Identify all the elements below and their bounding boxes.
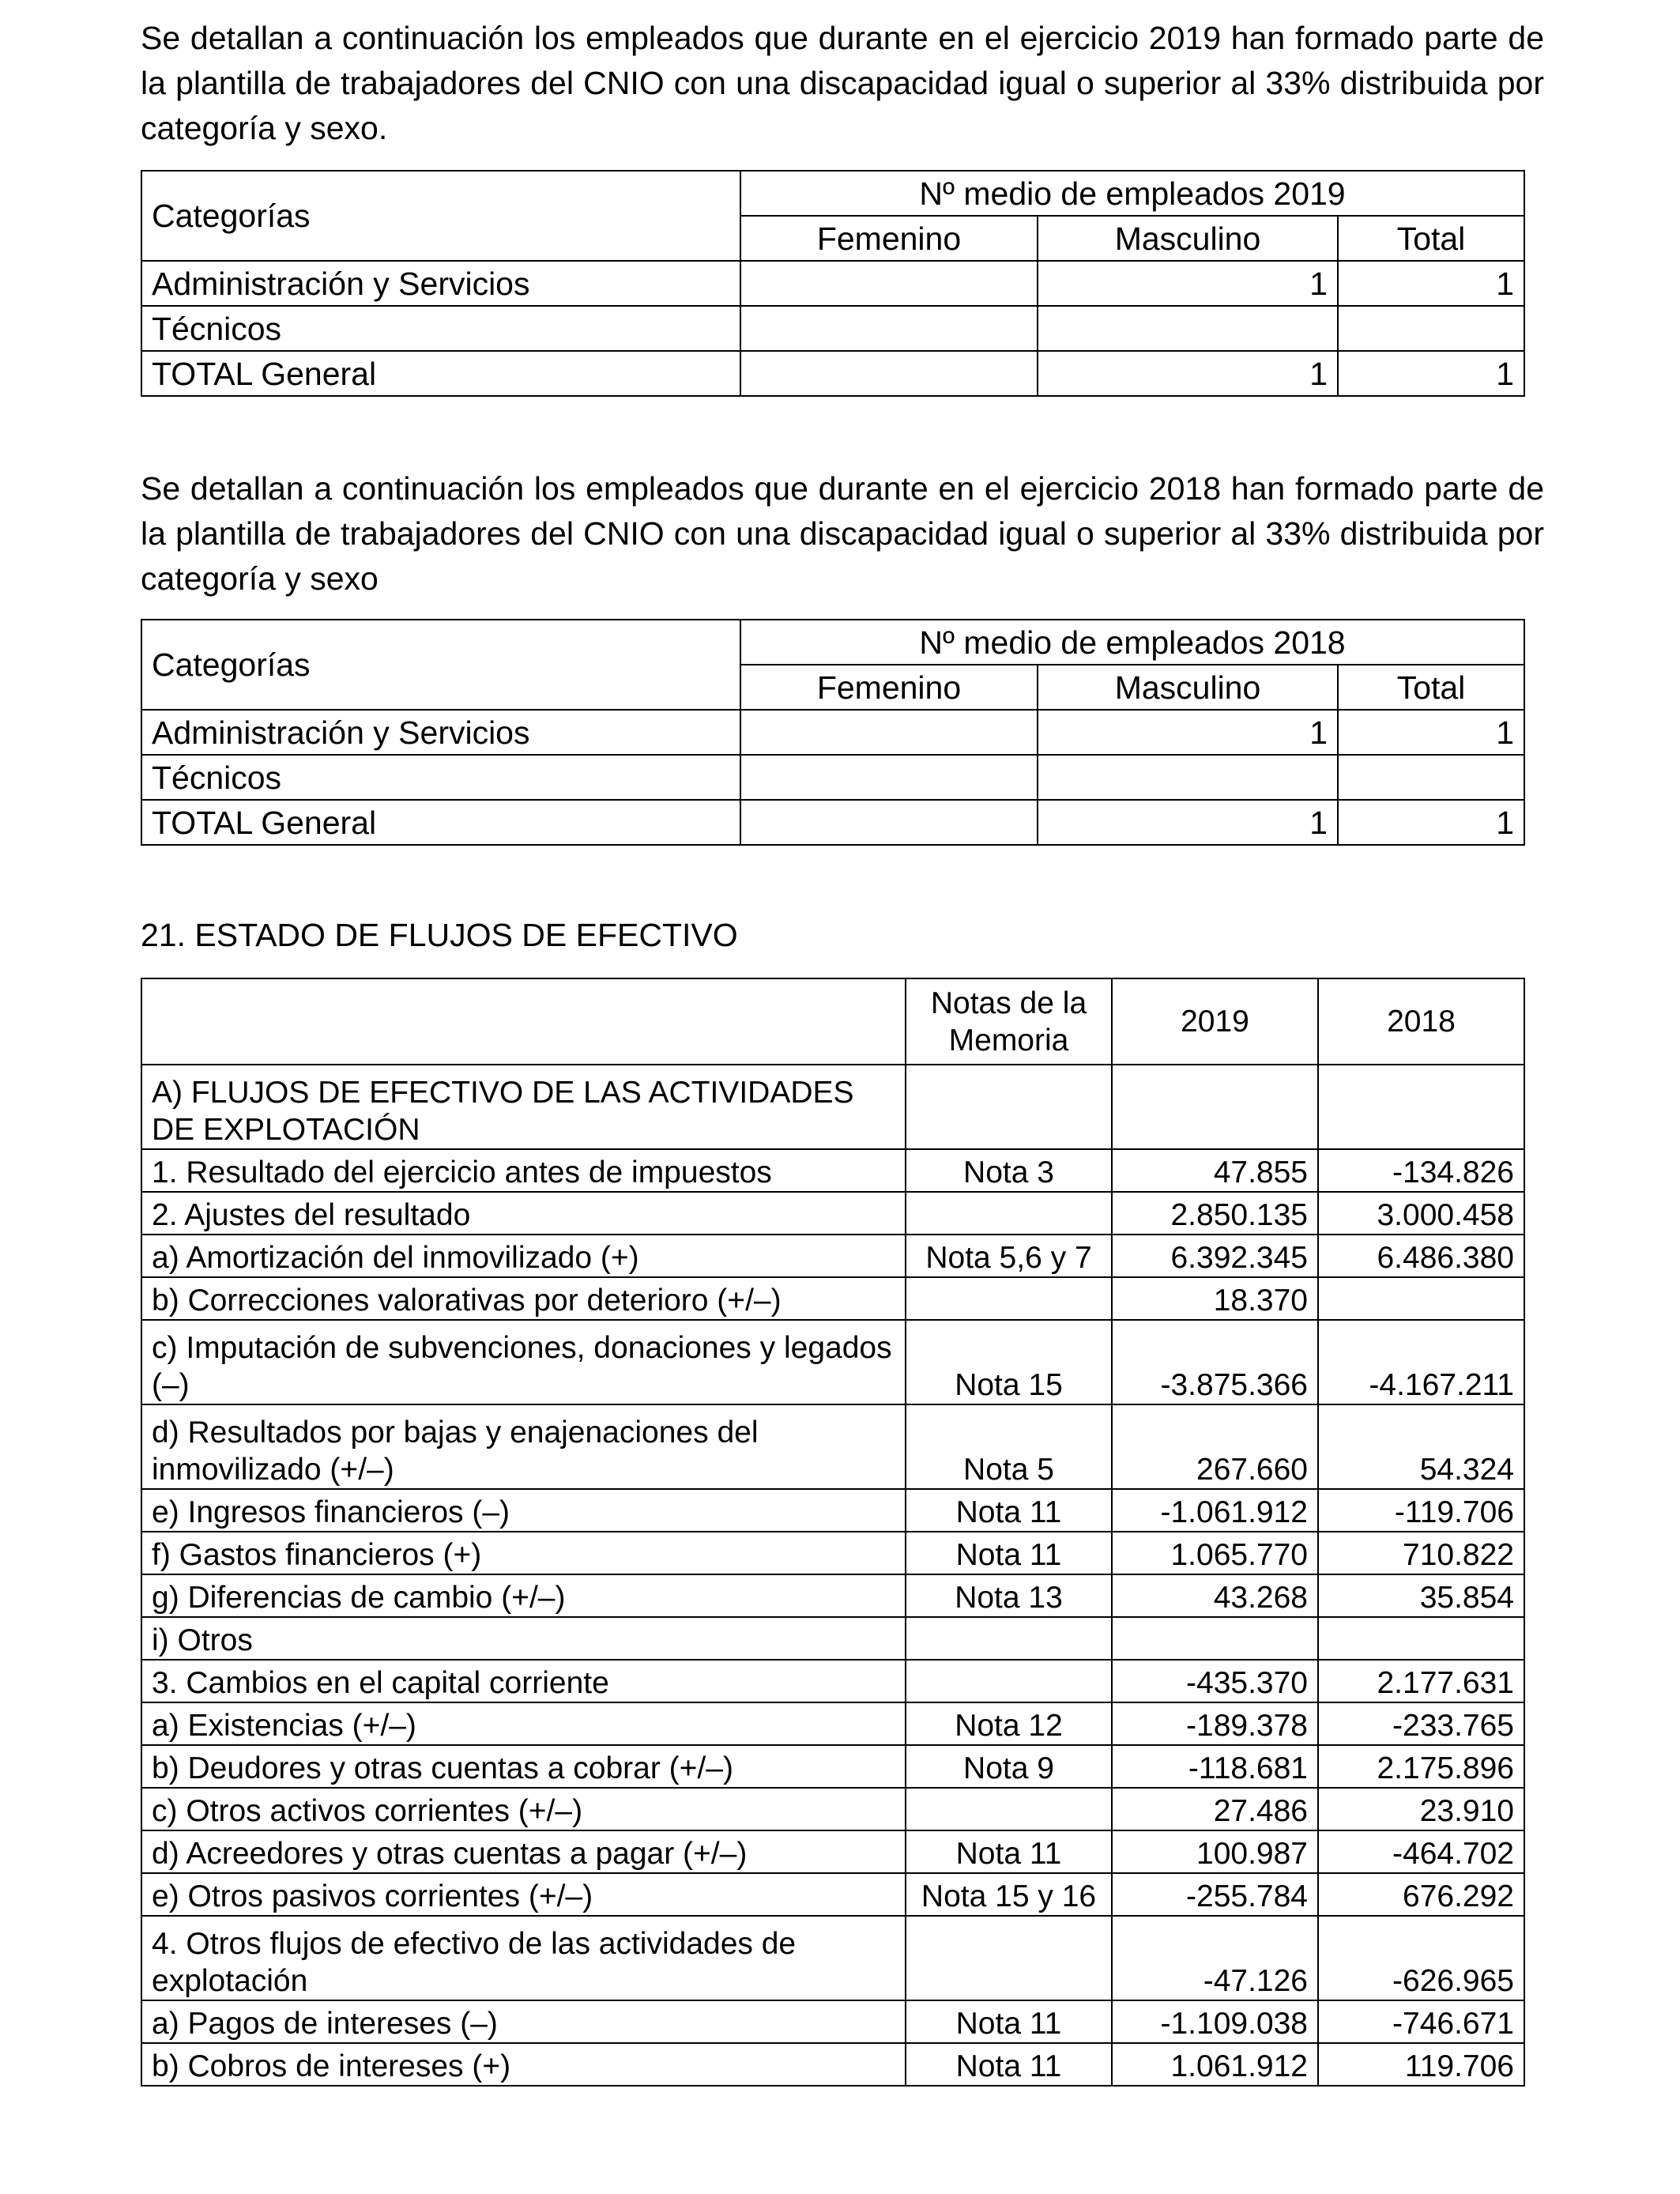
table-row <box>141 800 1524 845</box>
concept-cell: d) Resultados por bajas y enajenaciones del inmovilizado (+/–) <box>141 1404 906 1489</box>
table-row <box>141 306 1524 351</box>
male-cell: 1 <box>1038 800 1338 845</box>
group-header: Nº medio de empleados 2019 <box>740 171 1524 216</box>
note-cell: Nota 13 <box>906 1574 1112 1617</box>
concept-cell: a) Amortización del inmovilizado (+) <box>141 1235 906 1277</box>
category-cell: Técnicos <box>141 306 740 351</box>
concept-header <box>141 978 906 1065</box>
male-header: Masculino <box>1038 665 1338 710</box>
concept-cell: e) Ingresos financieros (–) <box>141 1489 906 1532</box>
table-row <box>141 1404 1524 1489</box>
table-row <box>141 1916 1524 2000</box>
concept-cell: 2. Ajustes del resultado <box>141 1192 906 1235</box>
value-2018-cell: -119.706 <box>1318 1489 1524 1532</box>
concept-cell: c) Imputación de subvenciones, donaciones y legados (–) <box>141 1320 906 1404</box>
male-cell: 1 <box>1038 351 1338 396</box>
table-row <box>141 1574 1524 1617</box>
table-row <box>141 1489 1524 1532</box>
table-row <box>141 1532 1524 1574</box>
male-cell: 1 <box>1038 710 1338 755</box>
table-row <box>141 351 1524 396</box>
note-cell: Nota 15 y 16 <box>906 1873 1112 1916</box>
female-cell <box>740 261 1038 306</box>
value-2019-cell: -1.061.912 <box>1112 1489 1318 1532</box>
table-row <box>141 261 1524 306</box>
note-cell <box>906 1065 1112 1149</box>
note-cell <box>906 1617 1112 1660</box>
female-cell <box>740 800 1038 845</box>
table-row <box>141 1235 1524 1277</box>
value-2019-cell: -1.109.038 <box>1112 2000 1318 2043</box>
table-row <box>141 1617 1524 1660</box>
value-2019-cell: -47.126 <box>1112 1916 1318 2000</box>
value-2018-cell: 35.854 <box>1318 1574 1524 1617</box>
male-cell <box>1038 306 1338 351</box>
table-row <box>141 1745 1524 1788</box>
group-header: Nº medio de empleados 2018 <box>740 620 1524 665</box>
value-2018-cell: -746.671 <box>1318 2000 1524 2043</box>
concept-cell: f) Gastos financieros (+) <box>141 1532 906 1574</box>
table-row <box>141 1830 1524 1873</box>
concept-cell: A) FLUJOS DE EFECTIVO DE LAS ACTIVIDADES DE EXPLOTACIÓN <box>141 1065 906 1149</box>
concept-cell: d) Acreedores y otras cuentas a pagar (+/–) <box>141 1830 906 1873</box>
table-row <box>141 1660 1524 1702</box>
year-2019-header: 2019 <box>1112 978 1318 1065</box>
value-2019-cell: -118.681 <box>1112 1745 1318 1788</box>
concept-cell: c) Otros activos corrientes (+/–) <box>141 1788 906 1830</box>
note-cell: Nota 9 <box>906 1745 1112 1788</box>
value-2018-cell: -233.765 <box>1318 1702 1524 1745</box>
concept-cell: a) Pagos de intereses (–) <box>141 2000 906 2043</box>
year-2018-header: 2018 <box>1318 978 1524 1065</box>
female-cell <box>740 710 1038 755</box>
note-cell: Nota 11 <box>906 1489 1112 1532</box>
concept-cell: 3. Cambios en el capital corriente <box>141 1660 906 1702</box>
value-2019-cell: 27.486 <box>1112 1788 1318 1830</box>
employees-table-2018 <box>141 619 1525 846</box>
table-row <box>141 1277 1524 1320</box>
category-cell: Administración y Servicios <box>141 261 740 306</box>
note-cell <box>906 1277 1112 1320</box>
note-cell <box>906 1788 1112 1830</box>
categories-header: Categorías <box>141 620 740 710</box>
value-2018-cell: 2.177.631 <box>1318 1660 1524 1702</box>
value-2018-cell: 2.175.896 <box>1318 1745 1524 1788</box>
section-title: 21. ESTADO DE FLUJOS DE EFECTIVO <box>141 917 738 953</box>
value-2019-cell: 1.061.912 <box>1112 2043 1318 2086</box>
note-cell <box>906 1192 1112 1235</box>
value-2018-cell: -626.965 <box>1318 1916 1524 2000</box>
category-cell: Administración y Servicios <box>141 710 740 755</box>
value-2019-cell: 6.392.345 <box>1112 1235 1318 1277</box>
table-row <box>141 1702 1524 1745</box>
intro-paragraph-2019: Se detallan a continuación los empleados que durante en el ejercicio 2019 han formado parte de la plantilla de trabajadores del CNIO con una discapacidad igual o superior al 33% distribuida por categoría y sexo. <box>141 20 1544 146</box>
value-2018-cell <box>1318 1277 1524 1320</box>
total-cell: 1 <box>1338 800 1524 845</box>
value-2018-cell: 710.822 <box>1318 1532 1524 1574</box>
male-cell <box>1038 755 1338 800</box>
value-2018-cell: 54.324 <box>1318 1404 1524 1489</box>
concept-cell: e) Otros pasivos corrientes (+/–) <box>141 1873 906 1916</box>
table-row <box>141 710 1524 755</box>
notes-header: Notas de la Memoria <box>906 978 1112 1065</box>
category-cell: TOTAL General <box>141 351 740 396</box>
category-cell: Técnicos <box>141 755 740 800</box>
note-cell: Nota 5 <box>906 1404 1112 1489</box>
value-2019-cell <box>1112 1065 1318 1149</box>
value-2018-cell: 676.292 <box>1318 1873 1524 1916</box>
value-2018-cell: 6.486.380 <box>1318 1235 1524 1277</box>
female-header: Femenino <box>740 665 1038 710</box>
categories-header: Categorías <box>141 171 740 261</box>
value-2019-cell: -3.875.366 <box>1112 1320 1318 1404</box>
value-2019-cell: 267.660 <box>1112 1404 1318 1489</box>
value-2018-cell: 3.000.458 <box>1318 1192 1524 1235</box>
concept-cell: b) Cobros de intereses (+) <box>141 2043 906 2086</box>
total-cell <box>1338 306 1524 351</box>
value-2018-cell: -464.702 <box>1318 1830 1524 1873</box>
value-2019-cell: 1.065.770 <box>1112 1532 1318 1574</box>
value-2019-cell: 100.987 <box>1112 1830 1318 1873</box>
category-cell: TOTAL General <box>141 800 740 845</box>
note-cell: Nota 11 <box>906 2000 1112 2043</box>
value-2018-cell <box>1318 1065 1524 1149</box>
table-row <box>141 1320 1524 1404</box>
concept-cell: g) Diferencias de cambio (+/–) <box>141 1574 906 1617</box>
table-row <box>141 1788 1524 1830</box>
table-row <box>141 1192 1524 1235</box>
table-row <box>141 1873 1524 1916</box>
male-cell: 1 <box>1038 261 1338 306</box>
table-row <box>141 755 1524 800</box>
note-cell: Nota 11 <box>906 1830 1112 1873</box>
note-cell <box>906 1916 1112 2000</box>
note-cell: Nota 15 <box>906 1320 1112 1404</box>
note-cell: Nota 5,6 y 7 <box>906 1235 1112 1277</box>
note-cell: Nota 11 <box>906 2043 1112 2086</box>
female-header: Femenino <box>740 216 1038 261</box>
value-2019-cell: -189.378 <box>1112 1702 1318 1745</box>
concept-cell: 1. Resultado del ejercicio antes de impuestos <box>141 1149 906 1192</box>
note-cell: Nota 12 <box>906 1702 1112 1745</box>
value-2019-cell <box>1112 1617 1318 1660</box>
value-2018-cell: -134.826 <box>1318 1149 1524 1192</box>
intro-paragraph-2018: Se detallan a continuación los empleados que durante en el ejercicio 2018 han formado parte de la plantilla de trabajadores del CNIO con una discapacidad igual o superior al 33% distribuida por categoría y sexo <box>141 470 1544 597</box>
concept-cell: a) Existencias (+/–) <box>141 1702 906 1745</box>
table-row <box>141 1149 1524 1192</box>
total-cell: 1 <box>1338 261 1524 306</box>
total-cell: 1 <box>1338 351 1524 396</box>
female-cell <box>740 755 1038 800</box>
note-cell <box>906 1660 1112 1702</box>
concept-cell: b) Correcciones valorativas por deterioro (+/–) <box>141 1277 906 1320</box>
note-cell: Nota 11 <box>906 1532 1112 1574</box>
cash-flow-header-row <box>141 978 1524 1065</box>
table-row <box>141 2043 1524 2086</box>
value-2019-cell: 2.850.135 <box>1112 1192 1318 1235</box>
male-header: Masculino <box>1038 216 1338 261</box>
value-2018-cell: -4.167.211 <box>1318 1320 1524 1404</box>
table-row <box>141 2000 1524 2043</box>
value-2019-cell: 18.370 <box>1112 1277 1318 1320</box>
female-cell <box>740 351 1038 396</box>
table-row <box>141 1065 1524 1149</box>
value-2018-cell <box>1318 1617 1524 1660</box>
female-cell <box>740 306 1038 351</box>
total-cell <box>1338 755 1524 800</box>
value-2019-cell: -255.784 <box>1112 1873 1318 1916</box>
concept-cell: i) Otros <box>141 1617 906 1660</box>
concept-cell: b) Deudores y otras cuentas a cobrar (+/–) <box>141 1745 906 1788</box>
note-cell: Nota 3 <box>906 1149 1112 1192</box>
total-header: Total <box>1338 665 1524 710</box>
value-2019-cell: 43.268 <box>1112 1574 1318 1617</box>
cash-flow-table <box>141 978 1525 2087</box>
concept-cell: 4. Otros flujos de efectivo de las actividades de explotación <box>141 1916 906 2000</box>
value-2018-cell: 23.910 <box>1318 1788 1524 1830</box>
employees-table-2019 <box>141 170 1525 397</box>
total-header: Total <box>1338 216 1524 261</box>
total-cell: 1 <box>1338 710 1524 755</box>
value-2019-cell: -435.370 <box>1112 1660 1318 1702</box>
value-2018-cell: 119.706 <box>1318 2043 1524 2086</box>
value-2019-cell: 47.855 <box>1112 1149 1318 1192</box>
